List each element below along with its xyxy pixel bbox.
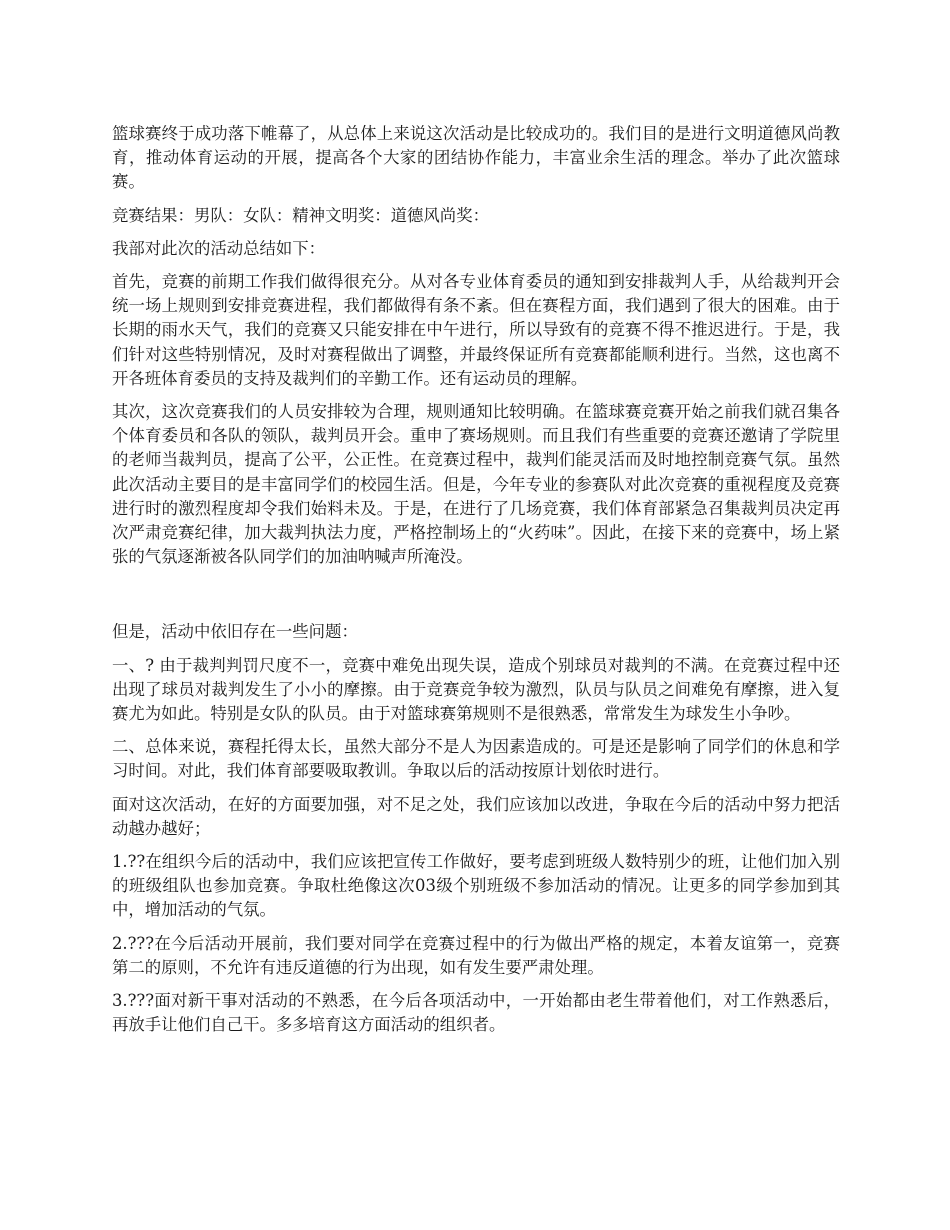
improvement-item-2: 2.???在今后活动开展前，我们要对同学在竞赛过程中的行为做出严格的规定，本着友谊第一，竞赛第二的原则，不允许有违反道德的行为出现，如有发生要严肃处理。	[112, 933, 840, 977]
summary-lead-paragraph: 我部对此次的活动总结如下：	[112, 238, 326, 258]
document-page	[112, 122, 840, 1047]
section-spacer	[112, 578, 840, 620]
results-paragraph: 竞赛结果：男队：女队：精神文明奖：道德风尚奖：	[112, 205, 489, 225]
improvement-item-1: 1.??在组织今后的活动中，我们应该把宣传工作做好，要考虑到班级人数特别少的班，让他们加入别的班级组队也参加竞赛。争取杜绝像这次03级个别班级不参加活动的情况。让更多的同学参加到其中，增加活动的气氛。	[112, 852, 840, 920]
intro-paragraph: 篮球赛终于成功落下帷幕了，从总体上来说这次活动是比较成功的。我们目的是进行文明道德风尚教育，推动体育运动的开展，提高各个大家的团结协作能力，丰富业余生活的理念。举办了此次篮球赛。	[112, 124, 840, 192]
problem-one-paragraph: 一、? 由于裁判判罚尺度不一，竞赛中难免出现失误，造成个别球员对裁判的不满。在竞赛过程中还出现了球员对裁判发生了小小的摩擦。由于竞赛竞争较为激烈，队员与队员之间难免有摩擦，进入复赛尤为如此。特别是女队的队员。由于对篮球赛第规则不是很熟悉，常常发生为球发生小争吵。	[112, 655, 840, 724]
problems-lead-paragraph: 但是，活动中依旧存在一些问题：	[112, 622, 358, 642]
improvement-lead-paragraph: 面对这次活动，在好的方面要加强，对不足之处，我们应该加以改进，争取在今后的活动中努力把活动越办越好；	[112, 794, 840, 838]
improvement-item-3: 3.???面对新干事对活动的不熟悉，在今后各项活动中，一开始都由老生带着他们，对工作熟悉后，再放手让他们自己干。多多培育这方面活动的组织者。	[112, 991, 840, 1035]
first-point-paragraph: 首先，竞赛的前期工作我们做得很充分。从对各专业体育委员的通知到安排裁判人手，从给裁判开会统一场上规则到安排竞赛进程，我们都做得有条不紊。但在赛程方面，我们遇到了很大的困难。由于长期的雨水天气，我们的竞赛又只能安排在中午进行，所以导致有的竞赛不得不推迟进行。于是，我们针对这些特别情况，及时对赛程做出了调整，并最终保证所有竞赛都能顺利进行。当然，这也离不开各班体育委员的支持及裁判们的辛勤工作。还有运动员的理解。	[112, 272, 840, 388]
second-point-paragraph: 其次，这次竞赛我们的人员安排较为合理，规则通知比较明确。在篮球赛竞赛开始之前我们就召集各个体育委员和各队的领队，裁判员开会。重申了赛场规则。而且我们有些重要的竞赛还邀请了学院里的老师当裁判员，提高了公平，公正性。在竞赛过程中，裁判们能灵活而及时地控制竞赛气氛。虽然此次活动主要目的是丰富同学们的校园生活。但是，今年专业的参赛队对此次竞赛的重视程度及竞赛进行时的激烈程度却令我们始料未及。于是，在进行了几场竞赛，我们体育部紧急召集裁判员决定再次严肃竞赛纪律，加大裁判执法力度，严格控制场上的“火药味”。因此，在接下来的竞赛中，场上紧张的气氛逐渐被各队同学们的加油呐喊声所淹没。	[112, 402, 840, 567]
problem-two-paragraph: 二、总体来说，赛程托得太长，虽然大部分不是人为因素造成的。可是还是影响了同学们的休息和学习时间。对此，我们体育部要吸取教训。争取以后的活动按原计划依时进行。	[112, 737, 840, 781]
